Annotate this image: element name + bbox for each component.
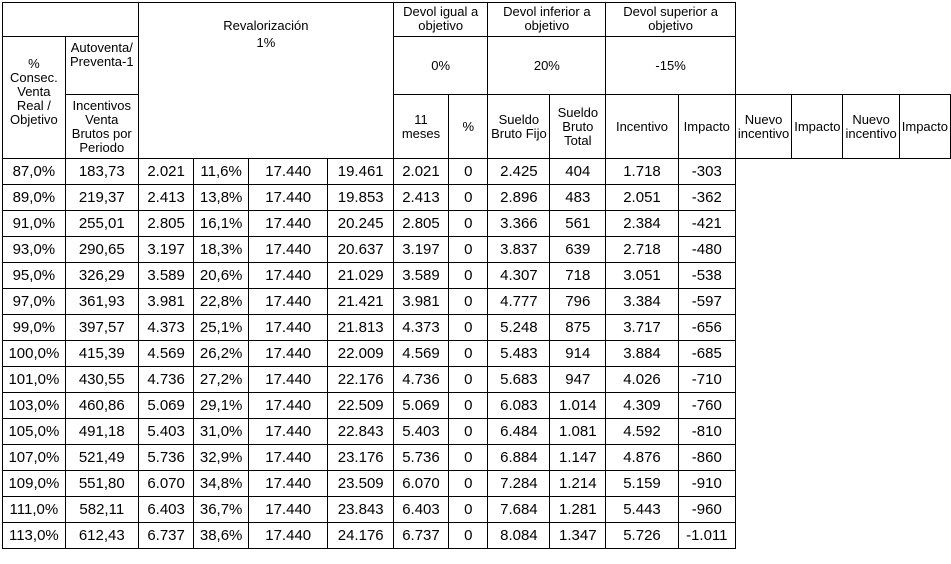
incentivo-cell: 5.069 bbox=[393, 393, 448, 419]
sueldo-total-cell: 20.245 bbox=[328, 211, 393, 237]
impacto-superior-cell: -1.011 bbox=[678, 523, 735, 549]
impacto-cell: 0 bbox=[449, 289, 488, 315]
impacto-superior-cell: -656 bbox=[678, 315, 735, 341]
nuevo-incentivo-superior-cell: 5.726 bbox=[606, 523, 678, 549]
sueldo-fijo-cell: 17.440 bbox=[248, 445, 328, 471]
impacto-inferior-cell: 914 bbox=[550, 341, 606, 367]
meses-cell: 4.373 bbox=[138, 315, 194, 341]
impacto-superior-cell: -860 bbox=[678, 445, 735, 471]
sueldo-total-cell: 22.176 bbox=[328, 367, 393, 393]
sueldo-total-cell: 23.509 bbox=[328, 471, 393, 497]
meses-cell: 2.805 bbox=[138, 211, 194, 237]
table-row bbox=[3, 497, 951, 523]
sueldo-total-header: Sueldo Bruto Total bbox=[550, 95, 606, 159]
consec-venta-cell: 113,0% bbox=[3, 523, 66, 549]
incentivo-cell: 6.403 bbox=[393, 497, 448, 523]
nuevo-incentivo-superior-cell: 5.443 bbox=[606, 497, 678, 523]
nuevo-incentivo-superior-cell: 4.026 bbox=[606, 367, 678, 393]
incentivo-cell: 4.373 bbox=[393, 315, 448, 341]
impacto-inferior-header: Impacto bbox=[792, 95, 843, 159]
nuevo-incentivo-superior-cell: 1.718 bbox=[606, 159, 678, 185]
impacto-superior-header: Impacto bbox=[899, 95, 950, 159]
meses-cell: 4.736 bbox=[138, 367, 194, 393]
incentivo-cell: 6.737 bbox=[393, 523, 448, 549]
incentives-table bbox=[2, 2, 951, 549]
pct-cell: 32,9% bbox=[194, 445, 249, 471]
nuevo-incentivo-superior-header: Nuevo incentivo bbox=[843, 95, 899, 159]
incentivo-cell: 5.403 bbox=[393, 419, 448, 445]
sueldo-total-cell: 21.813 bbox=[328, 315, 393, 341]
meses-cell: 6.070 bbox=[138, 471, 194, 497]
nuevo-incentivo-superior-cell: 3.384 bbox=[606, 289, 678, 315]
nuevo-incentivo-cell: 6.083 bbox=[488, 393, 550, 419]
incentivo-cell: 3.197 bbox=[393, 237, 448, 263]
nuevo-incentivo-superior-cell: 3.717 bbox=[606, 315, 678, 341]
sueldo-fijo-cell: 17.440 bbox=[248, 471, 328, 497]
devol-igual-header: Devol igual a objetivo bbox=[393, 3, 488, 37]
nuevo-incentivo-superior-cell: 4.592 bbox=[606, 419, 678, 445]
pct-cell: 29,1% bbox=[194, 393, 249, 419]
impacto-header: Impacto bbox=[678, 95, 735, 159]
pct-cell: 34,8% bbox=[194, 471, 249, 497]
sueldo-total-cell: 24.176 bbox=[328, 523, 393, 549]
meses-cell: 5.069 bbox=[138, 393, 194, 419]
table-row bbox=[3, 315, 951, 341]
autoventa-header: Autoventa/ Preventa-1 bbox=[65, 37, 138, 95]
consec-venta-cell: 97,0% bbox=[3, 289, 66, 315]
nuevo-incentivo-cell: 5.483 bbox=[488, 341, 550, 367]
autoventa-cell: 183,73 bbox=[65, 159, 138, 185]
consec-venta-cell: 111,0% bbox=[3, 497, 66, 523]
pct-cell: 31,0% bbox=[194, 419, 249, 445]
sueldo-fijo-cell: 17.440 bbox=[248, 341, 328, 367]
sueldo-fijo-cell: 17.440 bbox=[248, 523, 328, 549]
autoventa-cell: 460,86 bbox=[65, 393, 138, 419]
table-row bbox=[3, 523, 951, 549]
pct-header: % bbox=[449, 95, 488, 159]
meses-cell: 3.981 bbox=[138, 289, 194, 315]
impacto-superior-cell: -685 bbox=[678, 341, 735, 367]
devol-igual-value: 0% bbox=[393, 37, 488, 95]
devol-inferior-header: Devol inferior a objetivo bbox=[488, 3, 606, 37]
nuevo-incentivo-header: Nuevo incentivo bbox=[735, 95, 791, 159]
sueldo-fijo-cell: 17.440 bbox=[248, 289, 328, 315]
autoventa-cell: 430,55 bbox=[65, 367, 138, 393]
impacto-inferior-cell: 404 bbox=[550, 159, 606, 185]
impacto-superior-cell: -303 bbox=[678, 159, 735, 185]
incentivo-cell: 2.413 bbox=[393, 185, 448, 211]
nuevo-incentivo-cell: 5.248 bbox=[488, 315, 550, 341]
pct-cell: 26,2% bbox=[194, 341, 249, 367]
impacto-superior-cell: -760 bbox=[678, 393, 735, 419]
consec-venta-cell: 89,0% bbox=[3, 185, 66, 211]
pct-cell: 11,6% bbox=[194, 159, 249, 185]
sueldo-fijo-header: Sueldo Bruto Fijo bbox=[488, 95, 550, 159]
sueldo-fijo-cell: 17.440 bbox=[248, 315, 328, 341]
sueldo-fijo-cell: 17.440 bbox=[248, 237, 328, 263]
autoventa-cell: 290,65 bbox=[65, 237, 138, 263]
revalorizacion-value: 1% bbox=[256, 35, 276, 50]
consec-venta-cell: 107,0% bbox=[3, 445, 66, 471]
sueldo-fijo-cell: 17.440 bbox=[248, 419, 328, 445]
nuevo-incentivo-superior-cell: 3.884 bbox=[606, 341, 678, 367]
autoventa-cell: 491,18 bbox=[65, 419, 138, 445]
incentivo-cell: 3.981 bbox=[393, 289, 448, 315]
nuevo-incentivo-cell: 2.896 bbox=[488, 185, 550, 211]
nuevo-incentivo-superior-cell: 3.051 bbox=[606, 263, 678, 289]
devol-superior-header: Devol superior a objetivo bbox=[606, 3, 736, 37]
table-row bbox=[3, 419, 951, 445]
impacto-inferior-cell: 796 bbox=[550, 289, 606, 315]
autoventa-cell: 219,37 bbox=[65, 185, 138, 211]
sueldo-fijo-cell: 17.440 bbox=[248, 263, 328, 289]
impacto-cell: 0 bbox=[449, 341, 488, 367]
table-row bbox=[3, 185, 951, 211]
impacto-inferior-cell: 875 bbox=[550, 315, 606, 341]
autoventa-cell: 612,43 bbox=[65, 523, 138, 549]
impacto-inferior-cell: 1.081 bbox=[550, 419, 606, 445]
impacto-superior-cell: -421 bbox=[678, 211, 735, 237]
consec-venta-cell: 109,0% bbox=[3, 471, 66, 497]
sueldo-total-cell: 22.009 bbox=[328, 341, 393, 367]
meses-cell: 3.589 bbox=[138, 263, 194, 289]
pct-cell: 16,1% bbox=[194, 211, 249, 237]
table-row bbox=[3, 445, 951, 471]
incentivo-cell: 4.736 bbox=[393, 367, 448, 393]
sueldo-total-cell: 22.509 bbox=[328, 393, 393, 419]
impacto-inferior-cell: 1.347 bbox=[550, 523, 606, 549]
sueldo-total-cell: 22.843 bbox=[328, 419, 393, 445]
consec-venta-cell: 91,0% bbox=[3, 211, 66, 237]
sueldo-fijo-cell: 17.440 bbox=[248, 393, 328, 419]
pct-cell: 27,2% bbox=[194, 367, 249, 393]
meses-cell: 5.403 bbox=[138, 419, 194, 445]
nuevo-incentivo-cell: 3.837 bbox=[488, 237, 550, 263]
nuevo-incentivo-cell: 2.425 bbox=[488, 159, 550, 185]
impacto-superior-cell: -960 bbox=[678, 497, 735, 523]
impacto-cell: 0 bbox=[449, 367, 488, 393]
meses-cell: 2.413 bbox=[138, 185, 194, 211]
table-row bbox=[3, 289, 951, 315]
impacto-cell: 0 bbox=[449, 471, 488, 497]
impacto-cell: 0 bbox=[449, 497, 488, 523]
meses-header: 11 meses bbox=[393, 95, 448, 159]
impacto-superior-cell: -597 bbox=[678, 289, 735, 315]
nuevo-incentivo-superior-cell: 2.718 bbox=[606, 237, 678, 263]
impacto-inferior-cell: 483 bbox=[550, 185, 606, 211]
sueldo-total-cell: 20.637 bbox=[328, 237, 393, 263]
sueldo-fijo-cell: 17.440 bbox=[248, 185, 328, 211]
pct-cell: 18,3% bbox=[194, 237, 249, 263]
impacto-cell: 0 bbox=[449, 211, 488, 237]
impacto-inferior-cell: 561 bbox=[550, 211, 606, 237]
incentivo-cell: 6.070 bbox=[393, 471, 448, 497]
impacto-inferior-cell: 1.147 bbox=[550, 445, 606, 471]
nuevo-incentivo-cell: 7.684 bbox=[488, 497, 550, 523]
impacto-superior-cell: -710 bbox=[678, 367, 735, 393]
pct-cell: 13,8% bbox=[194, 185, 249, 211]
impacto-cell: 0 bbox=[449, 523, 488, 549]
impacto-cell: 0 bbox=[449, 393, 488, 419]
table-row bbox=[3, 367, 951, 393]
consec-venta-header: % Consec. Venta Real / Objetivo bbox=[3, 37, 66, 159]
meses-cell: 3.197 bbox=[138, 237, 194, 263]
impacto-cell: 0 bbox=[449, 445, 488, 471]
nuevo-incentivo-cell: 4.307 bbox=[488, 263, 550, 289]
sueldo-fijo-cell: 17.440 bbox=[248, 497, 328, 523]
impacto-superior-cell: -480 bbox=[678, 237, 735, 263]
impacto-superior-cell: -910 bbox=[678, 471, 735, 497]
incentivo-header: Incentivo bbox=[606, 95, 678, 159]
impacto-inferior-cell: 1.014 bbox=[550, 393, 606, 419]
nuevo-incentivo-superior-cell: 2.384 bbox=[606, 211, 678, 237]
autoventa-cell: 582,11 bbox=[65, 497, 138, 523]
nuevo-incentivo-cell: 4.777 bbox=[488, 289, 550, 315]
autoventa-cell: 361,93 bbox=[65, 289, 138, 315]
impacto-inferior-cell: 639 bbox=[550, 237, 606, 263]
nuevo-incentivo-superior-cell: 5.159 bbox=[606, 471, 678, 497]
autoventa-cell: 415,39 bbox=[65, 341, 138, 367]
sueldo-total-cell: 19.461 bbox=[328, 159, 393, 185]
devol-inferior-value: 20% bbox=[488, 37, 606, 95]
nuevo-incentivo-cell: 6.884 bbox=[488, 445, 550, 471]
consec-venta-cell: 95,0% bbox=[3, 263, 66, 289]
pct-cell: 36,7% bbox=[194, 497, 249, 523]
consec-venta-cell: 100,0% bbox=[3, 341, 66, 367]
autoventa-cell: 326,29 bbox=[65, 263, 138, 289]
impacto-inferior-cell: 1.214 bbox=[550, 471, 606, 497]
meses-cell: 5.736 bbox=[138, 445, 194, 471]
revalorizacion-title: Revalorización bbox=[223, 18, 309, 33]
impacto-inferior-cell: 718 bbox=[550, 263, 606, 289]
consec-venta-cell: 103,0% bbox=[3, 393, 66, 419]
impacto-cell: 0 bbox=[449, 315, 488, 341]
impacto-cell: 0 bbox=[449, 185, 488, 211]
consec-venta-cell: 87,0% bbox=[3, 159, 66, 185]
table-row bbox=[3, 237, 951, 263]
impacto-cell: 0 bbox=[449, 419, 488, 445]
incentivo-cell: 2.021 bbox=[393, 159, 448, 185]
impacto-inferior-cell: 1.281 bbox=[550, 497, 606, 523]
meses-cell: 6.737 bbox=[138, 523, 194, 549]
sueldo-total-cell: 23.176 bbox=[328, 445, 393, 471]
table-row bbox=[3, 471, 951, 497]
nuevo-incentivo-superior-cell: 4.876 bbox=[606, 445, 678, 471]
pct-cell: 22,8% bbox=[194, 289, 249, 315]
header-blank-corner bbox=[3, 3, 66, 37]
pct-cell: 25,1% bbox=[194, 315, 249, 341]
sueldo-total-cell: 23.843 bbox=[328, 497, 393, 523]
sueldo-total-cell: 21.029 bbox=[328, 263, 393, 289]
nuevo-incentivo-cell: 6.484 bbox=[488, 419, 550, 445]
impacto-cell: 0 bbox=[449, 263, 488, 289]
incentivo-cell: 3.589 bbox=[393, 263, 448, 289]
autoventa-cell: 255,01 bbox=[65, 211, 138, 237]
pct-cell: 20,6% bbox=[194, 263, 249, 289]
devol-superior-value: -15% bbox=[606, 37, 736, 95]
autoventa-cell: 521,49 bbox=[65, 445, 138, 471]
impacto-superior-cell: -538 bbox=[678, 263, 735, 289]
table-row bbox=[3, 211, 951, 237]
meses-cell: 4.569 bbox=[138, 341, 194, 367]
table-body bbox=[3, 159, 951, 549]
incentivo-cell: 2.805 bbox=[393, 211, 448, 237]
incentivos-header: Incentivos Venta Brutos por Periodo bbox=[65, 95, 138, 159]
consec-venta-cell: 99,0% bbox=[3, 315, 66, 341]
table-row bbox=[3, 263, 951, 289]
nuevo-incentivo-cell: 7.284 bbox=[488, 471, 550, 497]
impacto-cell: 0 bbox=[449, 159, 488, 185]
impacto-superior-cell: -362 bbox=[678, 185, 735, 211]
table-row bbox=[3, 393, 951, 419]
incentivo-cell: 4.569 bbox=[393, 341, 448, 367]
impacto-inferior-cell: 947 bbox=[550, 367, 606, 393]
sueldo-fijo-cell: 17.440 bbox=[248, 159, 328, 185]
meses-cell: 2.021 bbox=[138, 159, 194, 185]
sueldo-fijo-cell: 17.440 bbox=[248, 211, 328, 237]
consec-venta-cell: 101,0% bbox=[3, 367, 66, 393]
header-blank bbox=[65, 3, 138, 37]
sueldo-total-cell: 19.853 bbox=[328, 185, 393, 211]
autoventa-cell: 397,57 bbox=[65, 315, 138, 341]
nuevo-incentivo-cell: 8.084 bbox=[488, 523, 550, 549]
sueldo-total-cell: 21.421 bbox=[328, 289, 393, 315]
meses-cell: 6.403 bbox=[138, 497, 194, 523]
autoventa-cell: 551,80 bbox=[65, 471, 138, 497]
nuevo-incentivo-superior-cell: 2.051 bbox=[606, 185, 678, 211]
nuevo-incentivo-cell: 5.683 bbox=[488, 367, 550, 393]
table-row bbox=[3, 341, 951, 367]
nuevo-incentivo-superior-cell: 4.309 bbox=[606, 393, 678, 419]
incentivo-cell: 5.736 bbox=[393, 445, 448, 471]
sueldo-fijo-cell: 17.440 bbox=[248, 367, 328, 393]
table-row bbox=[3, 159, 951, 185]
nuevo-incentivo-cell: 3.366 bbox=[488, 211, 550, 237]
impacto-superior-cell: -810 bbox=[678, 419, 735, 445]
pct-cell: 38,6% bbox=[194, 523, 249, 549]
impacto-cell: 0 bbox=[449, 237, 488, 263]
revalorizacion-header bbox=[138, 3, 393, 159]
consec-venta-cell: 105,0% bbox=[3, 419, 66, 445]
consec-venta-cell: 93,0% bbox=[3, 237, 66, 263]
